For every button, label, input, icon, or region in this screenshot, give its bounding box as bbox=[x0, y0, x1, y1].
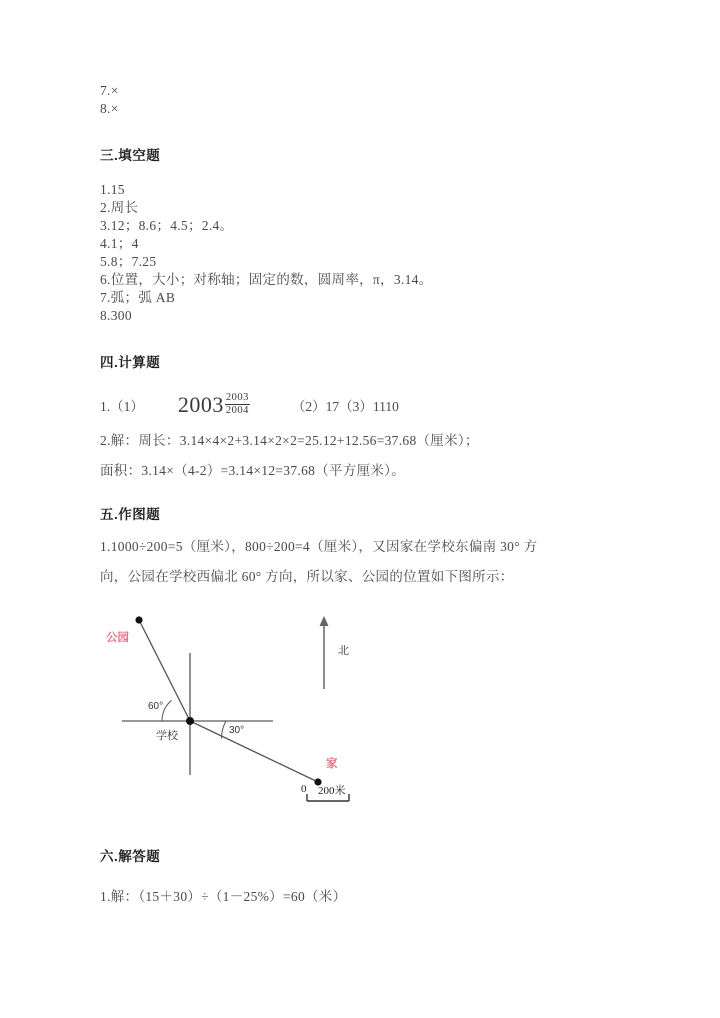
answer-questions-block bbox=[100, 845, 630, 912]
fraction-denominator: 2004 bbox=[225, 404, 249, 416]
ray-to-park bbox=[139, 620, 190, 721]
answer-line: 1.解：（15＋30）÷（1－25%）=60（米） bbox=[100, 889, 347, 904]
section-heading-fill-in-blank: 三.填空题 bbox=[100, 148, 161, 163]
mixed-number bbox=[178, 392, 250, 418]
dot-school bbox=[186, 717, 194, 725]
answer-line: 5.8；7.25 bbox=[100, 254, 157, 269]
spacer bbox=[100, 325, 630, 351]
angle-arc-60 bbox=[162, 700, 172, 721]
answer-line: 2.周长 bbox=[100, 200, 139, 215]
section-heading-calculation: 四.计算题 bbox=[100, 355, 161, 370]
answer-line: 8.300 bbox=[100, 308, 132, 323]
figure-label-school: 学校 bbox=[156, 730, 178, 742]
figure-label-park: 公园 bbox=[106, 632, 129, 644]
calculation-problem-2-line-1: 2.解：周长：3.14×4×2+3.14×2×2=25.12+12.56=37.68（厘米）； bbox=[100, 433, 479, 448]
figure-label-angle-30: 30° bbox=[229, 725, 245, 736]
direction-diagram-svg bbox=[100, 605, 400, 820]
answer-line: 7.× bbox=[100, 83, 119, 98]
drawing-explanation-line-2: 向，公园在学校西偏北 60° 方向，所以家、公园的位置如下图所示： bbox=[100, 569, 514, 584]
calculation-problem-2-line-2: 面积：3.14×（4-2）=3.14×12=37.68（平方厘米）。 bbox=[100, 463, 406, 478]
figure-label-angle-60: 60° bbox=[148, 701, 164, 712]
section-heading-drawing: 五.作图题 bbox=[100, 507, 161, 522]
dot-park bbox=[135, 616, 142, 623]
spacer bbox=[100, 865, 630, 882]
spacer bbox=[100, 118, 630, 144]
problem-number: 1.（1） bbox=[100, 399, 144, 414]
spacer bbox=[100, 486, 630, 503]
answer-line: 6.位置，大小；对称轴；固定的数，圆周率，π，3.14。 bbox=[100, 272, 433, 287]
calculation-problem-1 bbox=[100, 388, 630, 422]
direction-diagram bbox=[100, 605, 400, 820]
north-arrow-head bbox=[320, 616, 329, 626]
section-heading-answer-questions: 六.解答题 bbox=[100, 849, 161, 864]
document-content bbox=[100, 82, 630, 592]
figure-label-north: 北 bbox=[338, 645, 349, 657]
mixed-number-whole: 2003 bbox=[177, 392, 224, 417]
figure-label-home: 家 bbox=[326, 758, 338, 770]
answer-line: 3.12；8.6；4.5；2.4。 bbox=[100, 218, 234, 233]
ray-to-home bbox=[190, 721, 318, 782]
spacer bbox=[100, 164, 630, 181]
drawing-explanation-line-1: 1.1000÷200=5（厘米），800÷200=4（厘米），又因家在学校东偏南 30° 方 bbox=[100, 539, 538, 554]
answer-line: 7.弧；弧 AB bbox=[100, 290, 176, 305]
answer-line: 8.× bbox=[100, 101, 119, 116]
figure-label-scale-value: 200米 bbox=[318, 785, 346, 797]
fraction-numerator: 2003 bbox=[225, 392, 249, 404]
figure-label-scale-zero: 0 bbox=[301, 783, 307, 795]
answer-line: 1.15 bbox=[100, 182, 125, 197]
fraction bbox=[225, 392, 250, 416]
problem-1-remaining-answers: （2）17（3）1110 bbox=[291, 399, 399, 414]
spacer bbox=[100, 523, 630, 532]
spacer bbox=[100, 371, 630, 388]
answer-line: 4.1；4 bbox=[100, 236, 139, 251]
